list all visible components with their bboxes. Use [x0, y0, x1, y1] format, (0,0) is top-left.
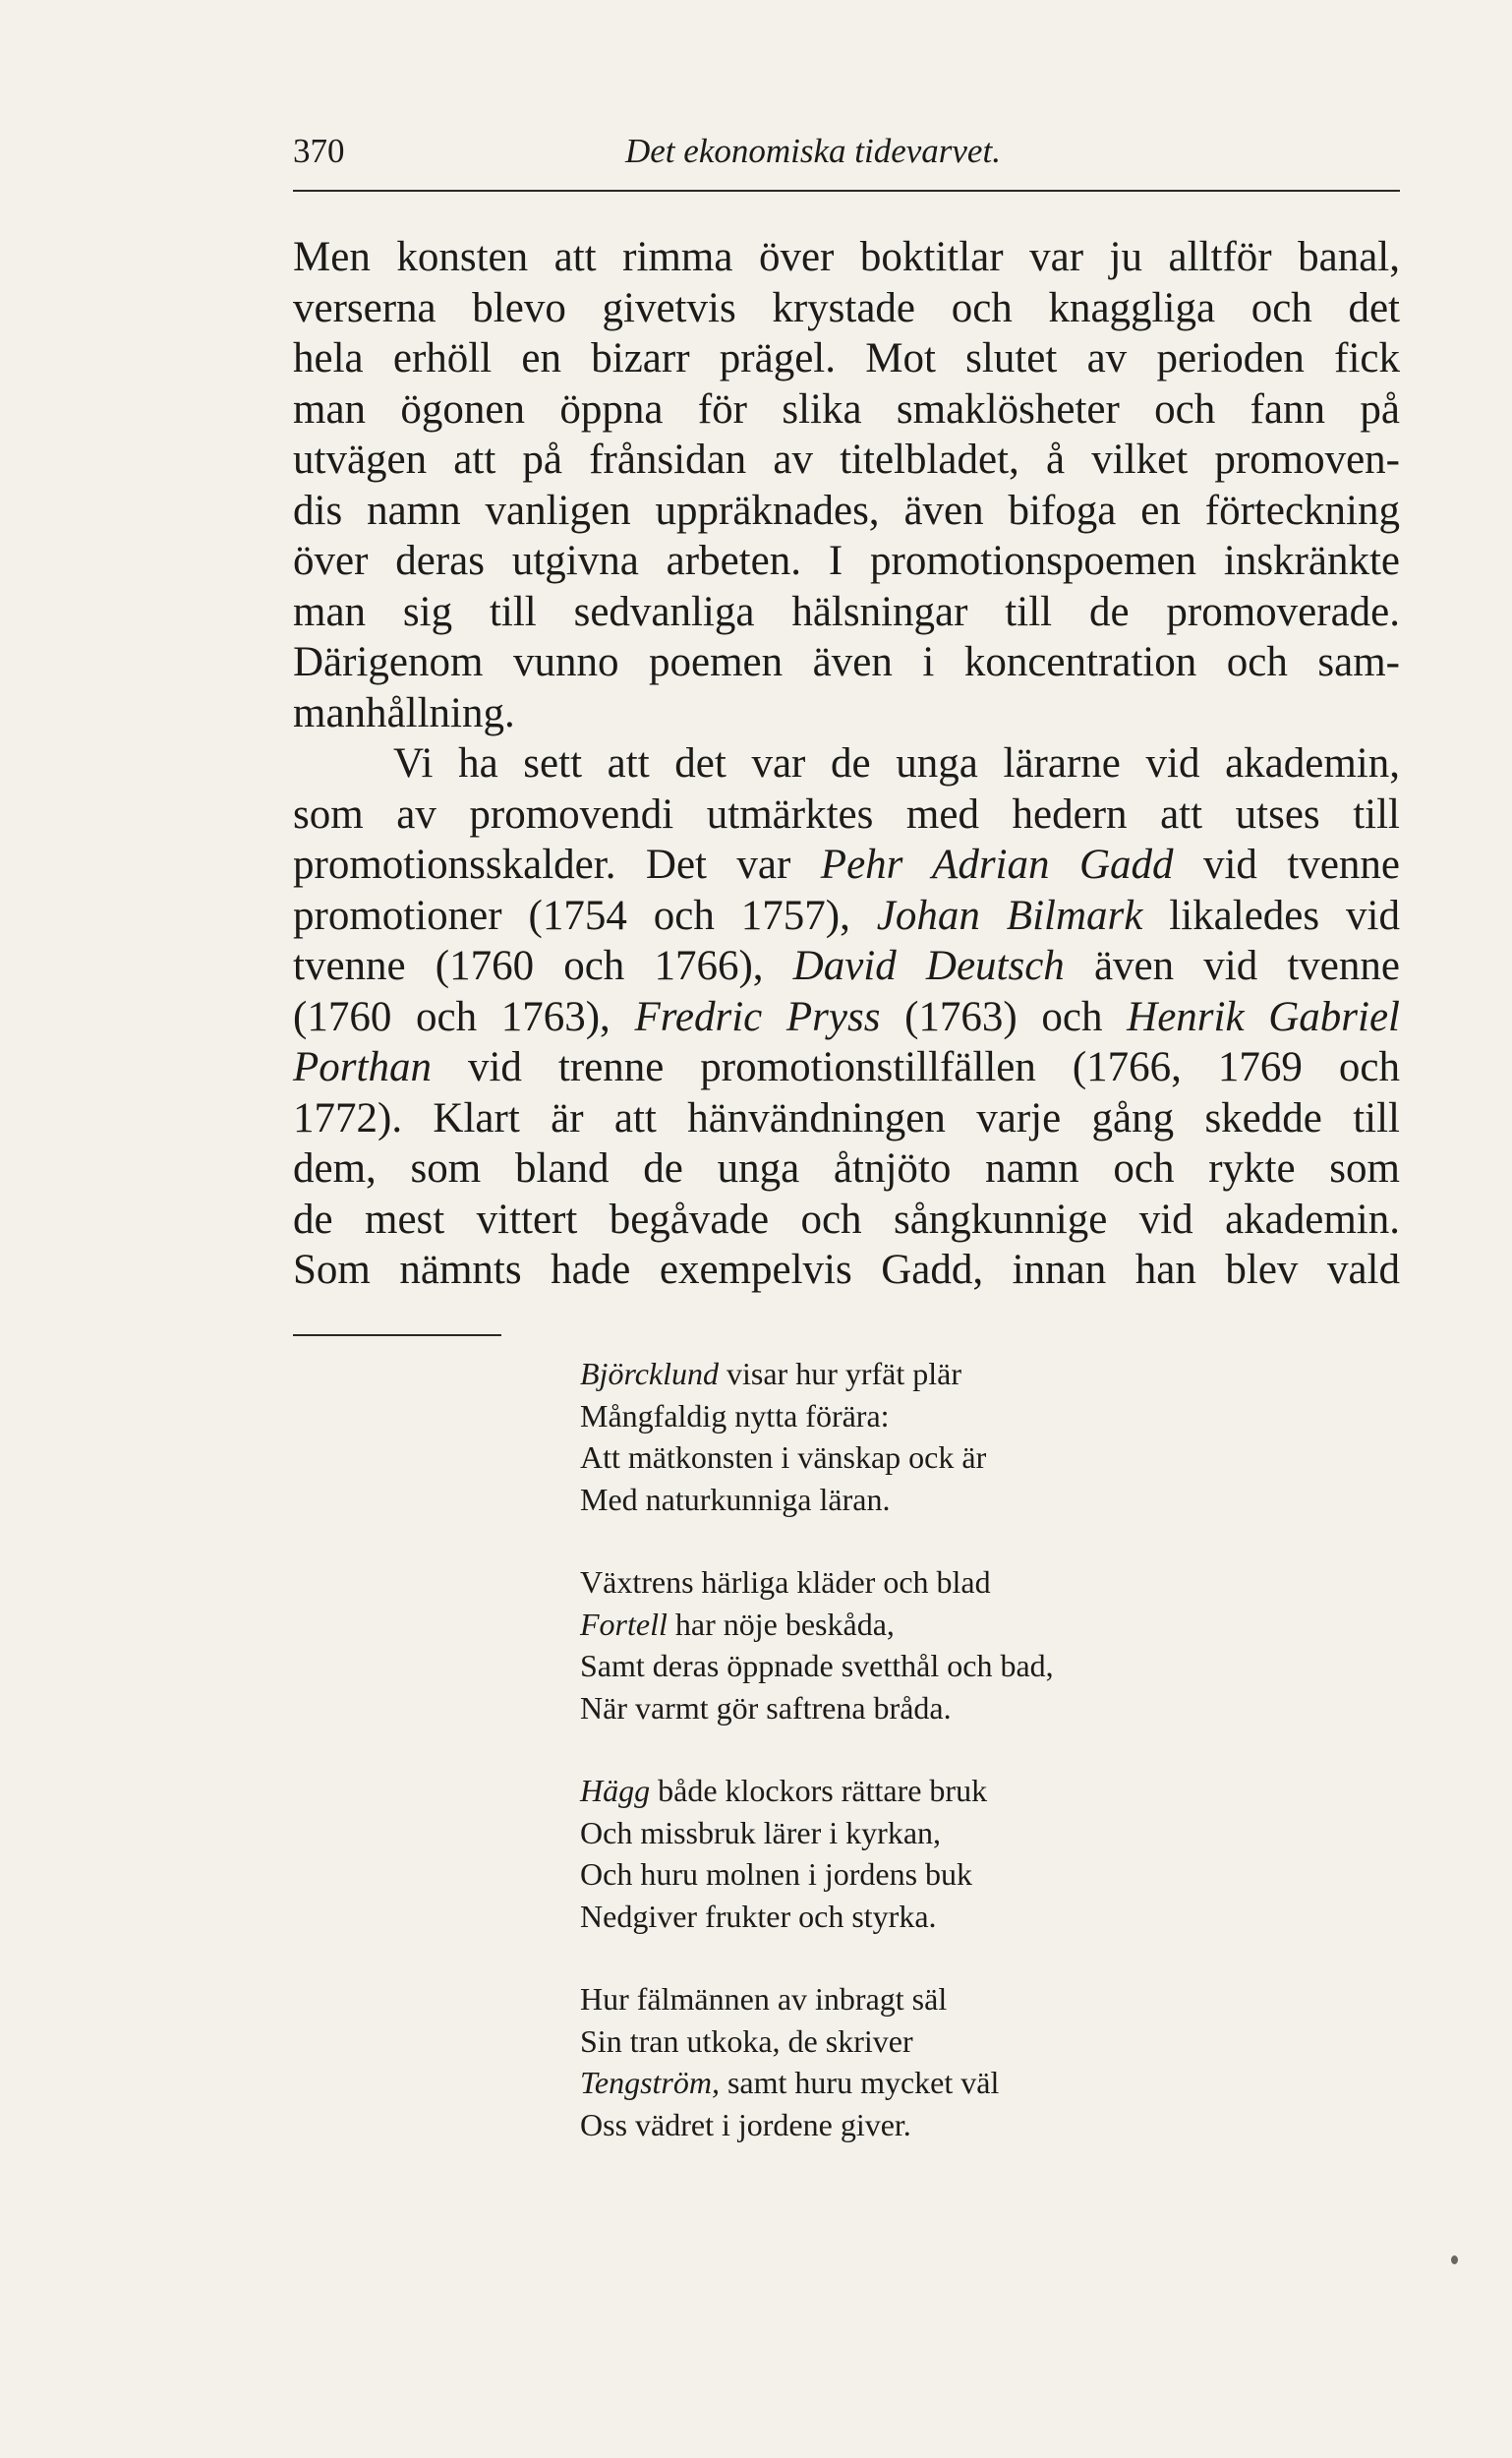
text-line: manhållning.	[293, 689, 515, 736]
text-line: Som nämnts hade exempelvis Gadd, innan han blev vald	[293, 1247, 1400, 1293]
page-header	[293, 132, 1400, 185]
text-segment: promotioner (1754 och 1757),	[293, 892, 877, 939]
poem-line: Växtrens härliga kläder och blad	[580, 1564, 991, 1600]
text-line: som av promovendi utmärktes med hedern att utses till	[293, 790, 1400, 838]
text-line: utvägen att på frånsidan av titelbladet, å vilket promoven-	[293, 437, 1400, 483]
text-line: 1772). Klart är att hänvändningen varje gång skedde till	[293, 1094, 1400, 1141]
person-name: Fortell	[580, 1606, 668, 1642]
text-segment: tvenne (1760 och 1766),	[293, 943, 793, 989]
text-line: man sig till sedvanliga hälsningar till de promoverade.	[293, 588, 1400, 635]
person-name: Porthan	[293, 1044, 432, 1090]
person-name: Hägg	[580, 1773, 651, 1808]
poem-line	[580, 1353, 1327, 1395]
text-line	[293, 992, 1400, 1043]
person-name: David Deutsch	[792, 943, 1065, 989]
poem-line: Hur fälmännen av inbragt säl	[580, 1981, 948, 2017]
text-line: Men konsten att rimma över boktitlar var ju alltför banal,	[293, 234, 1400, 280]
poem-line: Sin tran utkoka, de skriver	[580, 2022, 913, 2059]
poem-line: Nedgiver frukter och styrka.	[580, 1898, 937, 1934]
text-line	[293, 941, 1400, 992]
poem-line: Med naturkunniga läran.	[580, 1481, 891, 1517]
person-name: Fredric Pryss	[634, 993, 881, 1040]
footnote-rule	[293, 1334, 501, 1336]
footnote-poem	[580, 1353, 1327, 2187]
text-segment: har nöje beskåda,	[667, 1606, 895, 1642]
text-line: hela erhöll en bizarr prägel. Mot slutet av perioden fick	[293, 335, 1400, 381]
text-line	[293, 1042, 1400, 1093]
text-segment: likaledes vid	[1142, 892, 1400, 939]
poem-line: Och huru molnen i jordens buk	[580, 1856, 973, 1892]
text-line: Vi ha sett att det var de unga lärarne vid akademin,	[393, 740, 1400, 787]
person-name: Tengström,	[580, 2065, 720, 2100]
text-segment: samt huru mycket väl	[719, 2065, 1000, 2100]
paragraph-1	[293, 232, 1400, 738]
text-line: man ögonen öppna för slika smaklösheter och fann på	[293, 385, 1400, 433]
text-line: de mest vittert begåvade och sångkunnige vid akademin.	[293, 1196, 1400, 1243]
text-segment: (1763) och	[880, 993, 1128, 1040]
text-segment: promotionsskalder. Det var	[293, 842, 821, 888]
person-name: Johan Bilmark	[876, 892, 1143, 939]
main-text	[293, 232, 1400, 1296]
poem-line: Och missbruk lärer i kyrkan,	[580, 1814, 942, 1850]
text-line: verserna blevo givetvis krystade och knaggliga och det	[293, 284, 1400, 331]
text-line: dem, som bland de unga åtnjöto namn och rykte som	[293, 1145, 1400, 1192]
paragraph-2	[293, 738, 1400, 1296]
poem-line: När varmt gör saftrena bråda.	[580, 1689, 952, 1726]
header-rule	[293, 190, 1400, 192]
person-name: Björcklund	[580, 1356, 719, 1391]
page-number: 370	[293, 132, 345, 170]
poem-line	[580, 1770, 1327, 1812]
poem-stanza	[580, 1561, 1327, 1728]
poem-line: Samt deras öppnade svetthål och bad,	[580, 1648, 1054, 1683]
text-line: dis namn vanligen uppräknades, även bifoga en förteckning	[293, 487, 1400, 534]
ink-speck	[1451, 2255, 1458, 2264]
person-name: Pehr Adrian Gadd	[820, 842, 1174, 888]
poem-stanza	[580, 1978, 1327, 2145]
poem-stanza	[580, 1770, 1327, 1937]
poem-line	[580, 2062, 1327, 2104]
text-segment: även vid tvenne	[1064, 943, 1400, 989]
poem-line	[580, 1604, 1327, 1646]
text-segment: (1760 och 1763),	[293, 993, 635, 1040]
text-line	[293, 840, 1400, 891]
text-segment: vid tvenne	[1173, 842, 1400, 888]
poem-stanza	[580, 1353, 1327, 1520]
person-name: Henrik Gabriel	[1127, 993, 1401, 1040]
text-segment: både klockors rättare bruk	[650, 1773, 988, 1808]
text-segment: visar hur yrfät plär	[719, 1356, 962, 1391]
text-line: över deras utgivna arbeten. I promotionspoemen inskränkte	[293, 538, 1400, 584]
running-title: Det ekonomiska tidevarvet.	[625, 132, 1001, 170]
poem-line: Oss vädret i jordene giver.	[580, 2106, 911, 2142]
poem-line: Mångfaldig nytta förära:	[580, 1397, 890, 1434]
text-line	[293, 891, 1400, 942]
poem-line: Att mätkonsten i vänskap ock är	[580, 1439, 987, 1475]
text-segment: vid trenne promotionstillfällen (1766, 1769 och	[431, 1044, 1400, 1090]
text-line: Därigenom vunno poemen även i koncentration och sam-	[293, 639, 1400, 685]
